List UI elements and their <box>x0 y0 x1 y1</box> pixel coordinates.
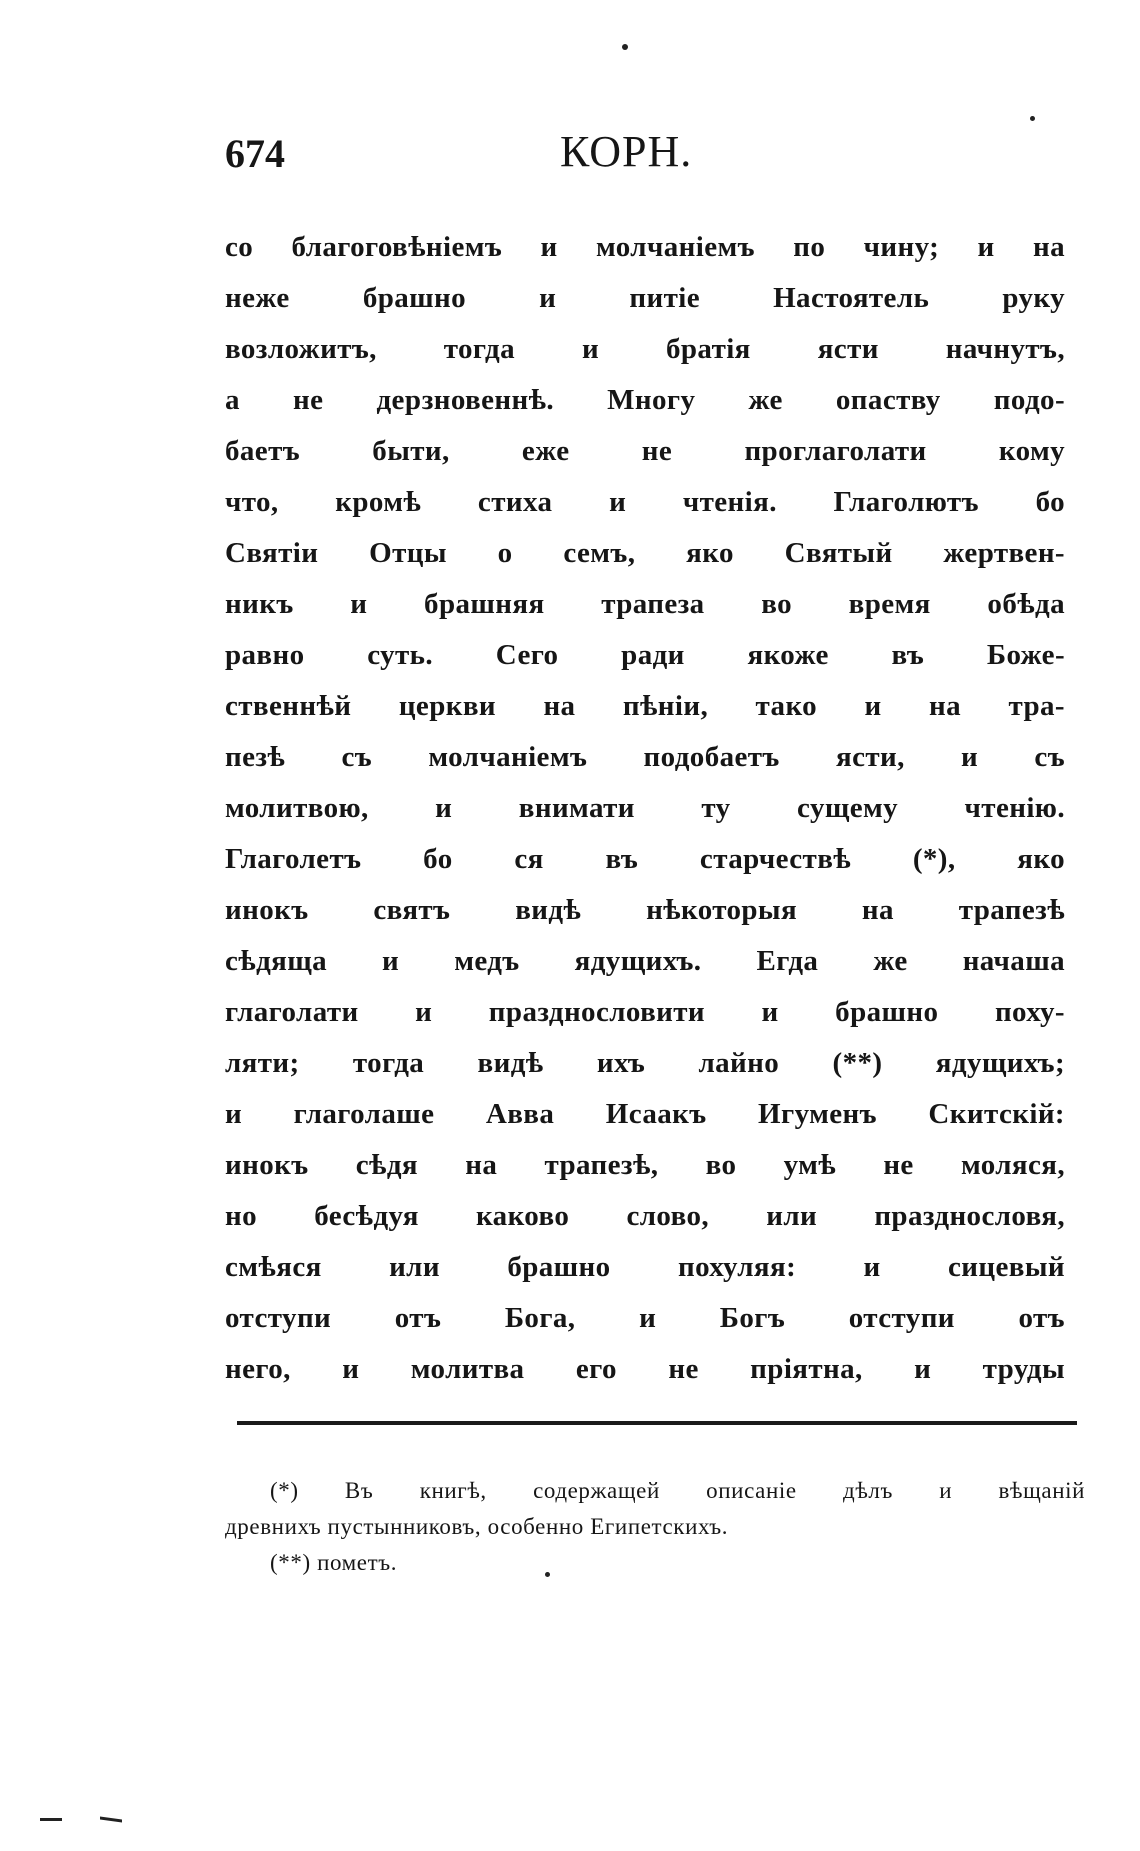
footnotes <box>225 1473 1085 1581</box>
text-line: инокъ святъ видѣ нѣкоторыя на трапезѣ <box>225 894 1065 926</box>
text-line: смѣяся или брашно похуляя: и сицевый <box>225 1251 1065 1283</box>
text-line: но бесѣдуя каково слово, или празднословя, <box>225 1200 1065 1232</box>
text-line: глаголати и празднословити и брашно поху- <box>225 996 1065 1028</box>
text-line: Глаголетъ бо ся въ старчествѣ (*), яко <box>225 843 1065 875</box>
text-line: пезѣ съ молчаніемъ подобаетъ ясти, и съ <box>225 741 1065 773</box>
footnote-line: древнихъ пустынниковъ, особенно Египетскихъ. <box>225 1514 729 1539</box>
scan-mark <box>100 1816 122 1822</box>
scan-mark <box>40 1818 62 1821</box>
text-line: неже брашно и питіе Настоятель руку <box>225 282 1065 314</box>
footnote-separator-rule <box>237 1421 1077 1425</box>
footnote-line: (**) пометъ. <box>270 1550 398 1575</box>
text-line: и глаголаше Авва Исаакъ Игуменъ Скитскій: <box>225 1098 1065 1130</box>
running-head: КОРН. <box>560 127 693 176</box>
text-line: равно суть. Сего ради якоже въ Боже- <box>225 639 1065 671</box>
footnote-line: (*) Въ книгѣ, содержащей описаніе дѣлъ и вѣщаній <box>270 1478 1085 1503</box>
page-number: 674 <box>225 131 285 176</box>
text-line: никъ и брашняя трапеза во время обѣда <box>225 588 1065 620</box>
text-line: со благоговѣніемъ и молчаніемъ по чину; и на <box>225 231 1065 263</box>
text-line: него, и молитва его не пріятна, и труды <box>225 1353 1065 1385</box>
scan-speck <box>1030 116 1035 121</box>
text-line: Святіи Отцы о семъ, яко Святый жертвен- <box>225 537 1065 569</box>
text-line: возложитъ, тогда и братія ясти начнутъ, <box>225 333 1065 365</box>
text-line: инокъ сѣдя на трапезѣ, во умѣ не моляся, <box>225 1149 1065 1181</box>
text-line: ственнѣй церкви на пѣніи, тако и на тра- <box>225 690 1065 722</box>
text-line: молитвою, и внимати ту сущему чтенію. <box>225 792 1065 824</box>
scan-speck <box>545 1572 550 1577</box>
text-line: что, кромѣ стиха и чтенія. Глаголютъ бо <box>225 486 1065 518</box>
scan-speck <box>622 44 628 50</box>
text-line: а не дерзновеннѣ. Многу же опаству подо- <box>225 384 1065 416</box>
text-line: ляти; тогда видѣ ихъ лайно (**) ядущихъ; <box>225 1047 1065 1079</box>
body-text <box>225 222 1065 1395</box>
text-line: баетъ быти, еже не проглаголати кому <box>225 435 1065 467</box>
text-line: отступи отъ Бога, и Богъ отступи отъ <box>225 1302 1065 1334</box>
text-line: сѣдяща и медъ ядущихъ. Егда же начаша <box>225 945 1065 977</box>
